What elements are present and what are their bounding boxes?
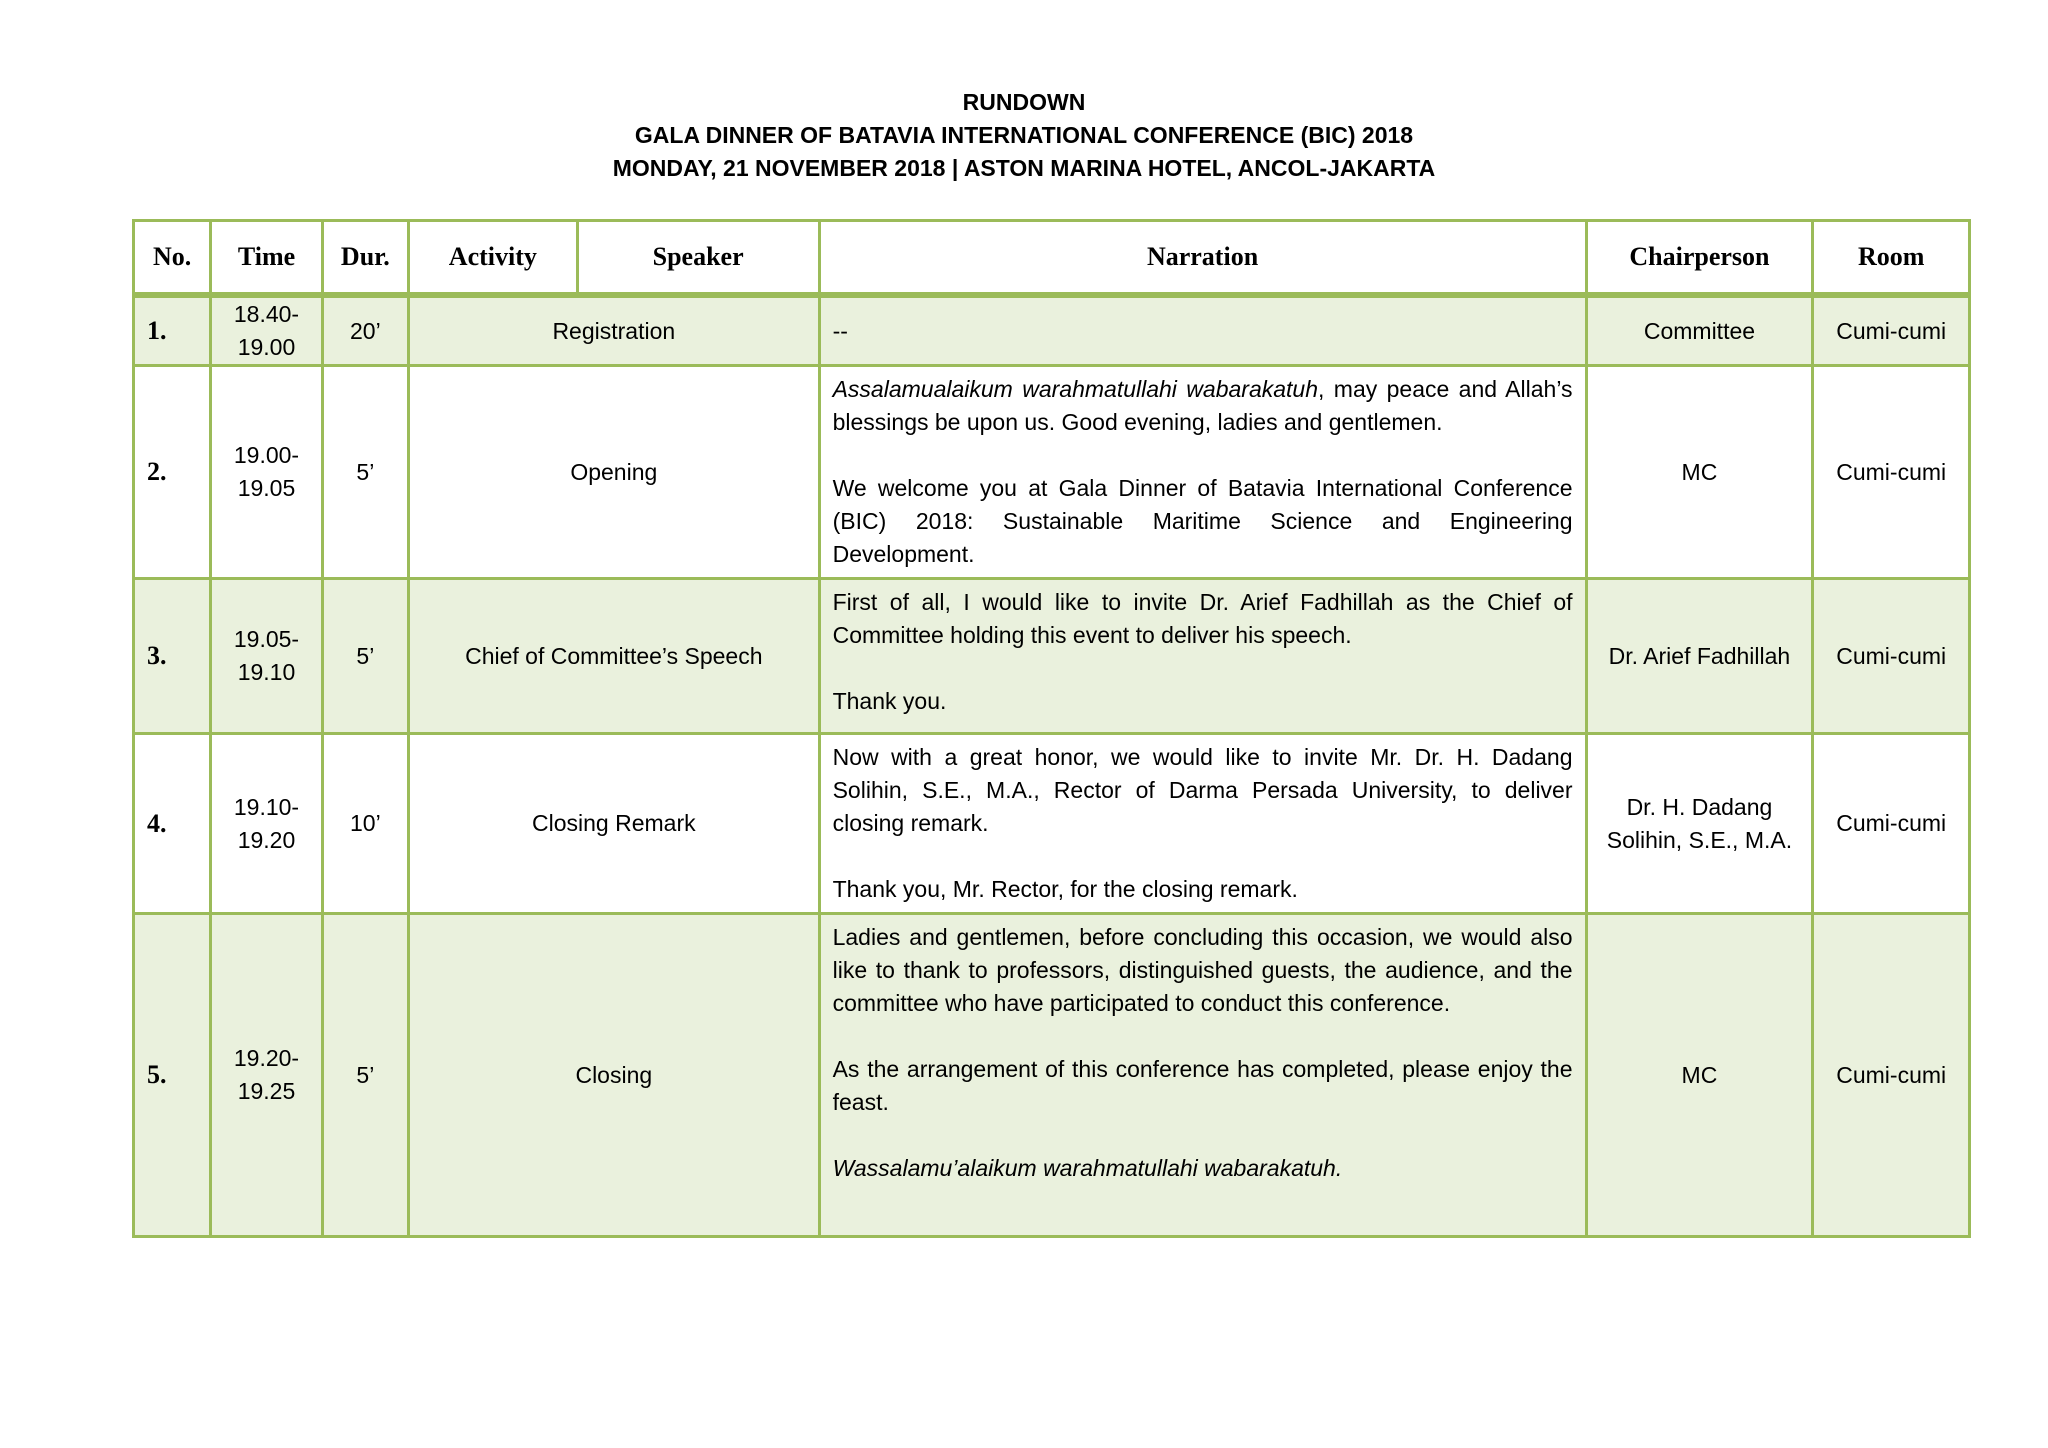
paragraph-gap	[833, 1020, 1573, 1053]
column-header-duration: Dur.	[322, 221, 408, 296]
chairperson-line: Dr. Arief Fadhillah	[1608, 642, 1791, 669]
row-narration	[819, 914, 1586, 1237]
row-duration: 10’	[322, 734, 408, 914]
chairperson-line: Dr. H. Dadang	[1626, 793, 1773, 820]
narration-paragraph	[833, 373, 1573, 439]
narration-paragraph: Now with a great honor, we would like to invite Mr. Dr. H. Dadang Solihin, S.E., M.A., Rector of Darma Persada University, to deliver closing remark.	[832, 744, 1573, 836]
narration-paragraph: First of all, I would like to invite Dr. Arief Fadhillah as the Chief of Committee holding this event to deliver his speech.	[832, 589, 1573, 648]
row-duration: 20’	[322, 295, 408, 366]
row-activity: Opening	[409, 366, 820, 579]
row-room: Cumi-cumi	[1813, 295, 1970, 366]
time-end: 19.25	[237, 1078, 296, 1104]
table-row	[134, 295, 1970, 366]
rundown-table	[132, 219, 1971, 1238]
paragraph-gap	[833, 1119, 1573, 1152]
row-chairperson	[1586, 366, 1813, 579]
row-activity: Chief of Committee’s Speech	[409, 579, 820, 734]
row-room: Cumi-cumi	[1813, 579, 1970, 734]
row-chairperson	[1586, 579, 1813, 734]
row-duration: 5’	[322, 366, 408, 579]
paragraph-gap	[833, 840, 1573, 873]
row-number: 2.	[134, 366, 211, 579]
header-event: GALA DINNER OF BATAVIA INTERNATIONAL CONFERENCE (BIC) 2018	[634, 122, 1414, 148]
row-chairperson	[1586, 734, 1813, 914]
table-row	[134, 914, 1970, 1237]
row-narration	[819, 734, 1586, 914]
column-header-narration: Narration	[819, 221, 1586, 296]
row-room: Cumi-cumi	[1813, 366, 1970, 579]
narration-paragraph: Ladies and gentlemen, before concluding this occasion, we would also like to thank to professors, distinguished guests, the audience, and the committee who have participated to conduct this conference.	[832, 924, 1573, 1016]
time-start: 19.00-	[233, 442, 300, 468]
column-header-chairperson: Chairperson	[1586, 221, 1813, 296]
chairperson-line: MC	[1681, 458, 1718, 485]
column-header-no: No.	[134, 221, 211, 296]
row-time	[211, 734, 322, 914]
narration-paragraph: As the arrangement of this conference has completed, please enjoy the feast.	[832, 1056, 1573, 1115]
row-time	[211, 579, 322, 734]
time-start: 18.40-	[233, 301, 300, 327]
row-chairperson	[1586, 295, 1813, 366]
table-row	[134, 579, 1970, 734]
paragraph-gap	[833, 652, 1573, 685]
column-header-room: Room	[1813, 221, 1970, 296]
table-row	[134, 366, 1970, 579]
row-duration: 5’	[322, 914, 408, 1237]
row-activity: Registration	[409, 295, 820, 366]
time-start: 19.10-	[233, 793, 300, 820]
paragraph-gap	[833, 439, 1573, 472]
column-header-activity: Activity	[409, 221, 578, 296]
table-header-row	[134, 221, 1970, 296]
narration-italic-farewell: Wassalamu’alaikum warahmatullahi wabarakatuh.	[832, 1155, 1343, 1181]
header-title: RUNDOWN	[962, 89, 1086, 115]
narration-text: , may peace and Allah’s blessings be upon us. Good evening, ladies and gentlemen.	[832, 376, 1573, 435]
narration-paragraph: We welcome you at Gala Dinner of Batavia International Conference (BIC) 2018: Sustainable Maritime Science and Engineering Development.	[832, 475, 1573, 567]
row-number: 4.	[134, 734, 211, 914]
row-number: 1.	[134, 295, 211, 366]
time-end: 19.05	[237, 475, 296, 501]
narration-paragraph: Thank you, Mr. Rector, for the closing remark.	[832, 876, 1298, 902]
row-chairperson	[1586, 914, 1813, 1237]
row-time	[211, 295, 322, 366]
row-duration: 5’	[322, 579, 408, 734]
row-narration	[819, 579, 1586, 734]
row-narration	[819, 366, 1586, 579]
chairperson-line: MC	[1681, 1061, 1718, 1088]
narration-italic-greeting: Assalamualaikum warahmatullahi wabarakatuh	[832, 376, 1318, 402]
column-header-speaker: Speaker	[577, 221, 819, 296]
row-number: 3.	[134, 579, 211, 734]
time-start: 19.20-	[233, 1045, 300, 1071]
narration-paragraph: --	[832, 317, 848, 344]
document-header	[0, 86, 2048, 185]
time-start: 19.05-	[233, 626, 300, 652]
row-room: Cumi-cumi	[1813, 914, 1970, 1237]
column-header-time: Time	[211, 221, 322, 296]
header-date-venue: MONDAY, 21 NOVEMBER 2018 | ASTON MARINA HOTEL, ANCOL-JAKARTA	[612, 155, 1436, 181]
chairperson-line: Solihin, S.E., M.A.	[1606, 826, 1793, 853]
row-time	[211, 914, 322, 1237]
narration-paragraph: Thank you.	[832, 688, 947, 714]
time-end: 19.20	[237, 826, 296, 853]
row-room: Cumi-cumi	[1813, 734, 1970, 914]
chairperson-line: Committee	[1643, 317, 1756, 344]
row-activity: Closing Remark	[409, 734, 820, 914]
row-narration	[819, 295, 1586, 366]
time-end: 19.10	[237, 659, 296, 685]
table-row	[134, 734, 1970, 914]
row-number: 5.	[134, 914, 211, 1237]
time-end: 19.00	[237, 334, 296, 360]
row-activity: Closing	[409, 914, 820, 1237]
row-time	[211, 366, 322, 579]
